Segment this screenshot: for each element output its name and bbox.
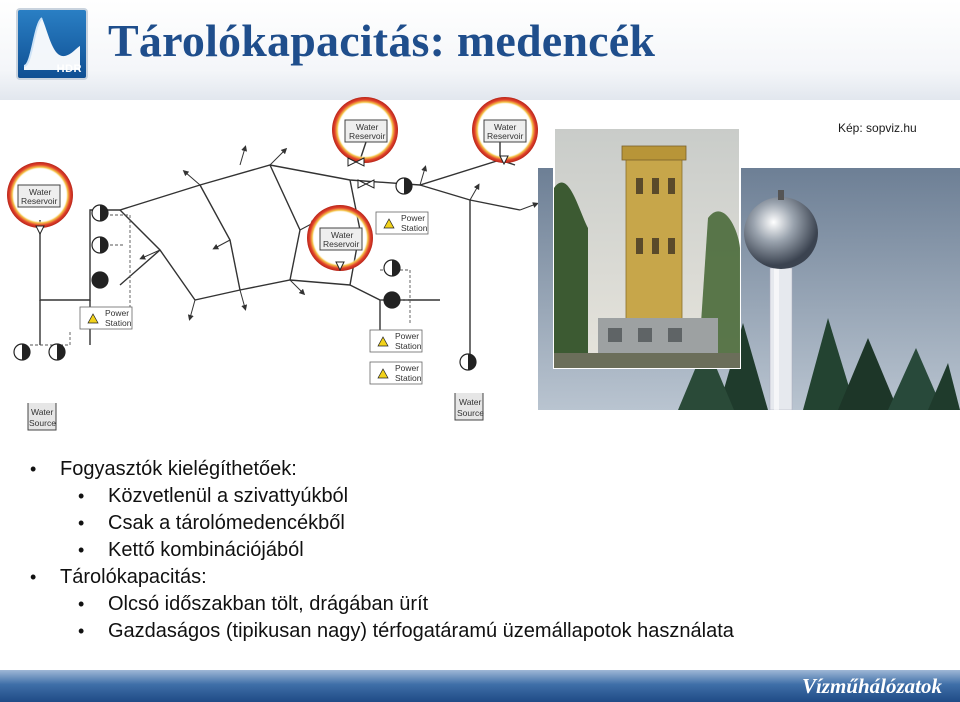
- pump-icon: [14, 344, 30, 360]
- pump-icon: [384, 260, 400, 276]
- source-label: Source: [29, 418, 56, 428]
- page-title: Tárolókapacitás: medencék: [108, 15, 656, 66]
- reservoir-icon: [484, 120, 526, 142]
- water-network-diagram: [0, 92, 545, 437]
- source-label: Water: [31, 407, 54, 417]
- bullet-subitem: • Gazdaságos (tipikusan nagy) térfogatáramú üzemállapotok használata: [30, 618, 950, 645]
- reservoir-label: Water: [29, 187, 52, 197]
- bullet-item: • Fogyasztók kielégíthetőek:: [30, 456, 950, 483]
- source-label: Water: [459, 397, 482, 407]
- bullet-subitem: • Olcsó időszakban tölt, drágában ürít: [30, 591, 950, 618]
- reservoir-label: Reservoir: [349, 131, 386, 141]
- bullet-subitem: • Kettő kombinációjából: [30, 537, 950, 564]
- power-station-icon: [376, 212, 428, 234]
- old-water-tower-photo: [554, 128, 740, 368]
- water-source-icon: [455, 393, 484, 420]
- pump-icon: [92, 237, 108, 253]
- footer-title: Vízműhálózatok: [801, 674, 942, 698]
- power-station-icon: [370, 362, 422, 384]
- power-station-icon: [370, 330, 422, 352]
- reservoir-label: Water: [494, 122, 517, 132]
- water-source-icon: [28, 403, 56, 430]
- reservoir-icon: [320, 228, 362, 250]
- bullet-item: • Tárolókapacitás:: [30, 564, 950, 591]
- photo-credit: Kép: sopviz.hu: [838, 121, 917, 135]
- reservoir-icon: [18, 185, 60, 207]
- power-station-icon: [80, 307, 132, 329]
- bullet-list: [30, 456, 950, 645]
- reservoir-label: Reservoir: [487, 131, 524, 141]
- pump-icon: [460, 354, 476, 370]
- logo-text: HDR: [56, 63, 82, 75]
- power-label: Power: [395, 363, 420, 373]
- power-label: Station: [395, 341, 422, 351]
- source-label: Source: [457, 408, 484, 418]
- pump-icon: [92, 205, 108, 221]
- pump-icon: [49, 344, 65, 360]
- pump-icon: [384, 292, 400, 308]
- bullet-subitem: • Csak a tárolómedencékből: [30, 510, 950, 537]
- power-label: Power: [395, 331, 420, 341]
- power-label: Power: [401, 213, 426, 223]
- power-label: Station: [395, 373, 422, 383]
- power-label: Power: [105, 308, 130, 318]
- reservoir-label: Water: [331, 230, 354, 240]
- power-label: Station: [401, 223, 428, 233]
- water-tower-photos: [538, 128, 960, 410]
- footer-bar: [0, 670, 960, 702]
- reservoir-icon: [345, 120, 387, 142]
- pump-icon: [92, 272, 108, 288]
- reservoir-label: Water: [356, 122, 379, 132]
- power-label: Station: [105, 318, 132, 328]
- pump-icon: [396, 178, 412, 194]
- hdr-logo: [16, 8, 88, 80]
- bullet-subitem: • Közvetlenül a szivattyúkból: [30, 483, 950, 510]
- reservoir-label: Reservoir: [323, 239, 360, 249]
- reservoir-label: Reservoir: [21, 196, 58, 206]
